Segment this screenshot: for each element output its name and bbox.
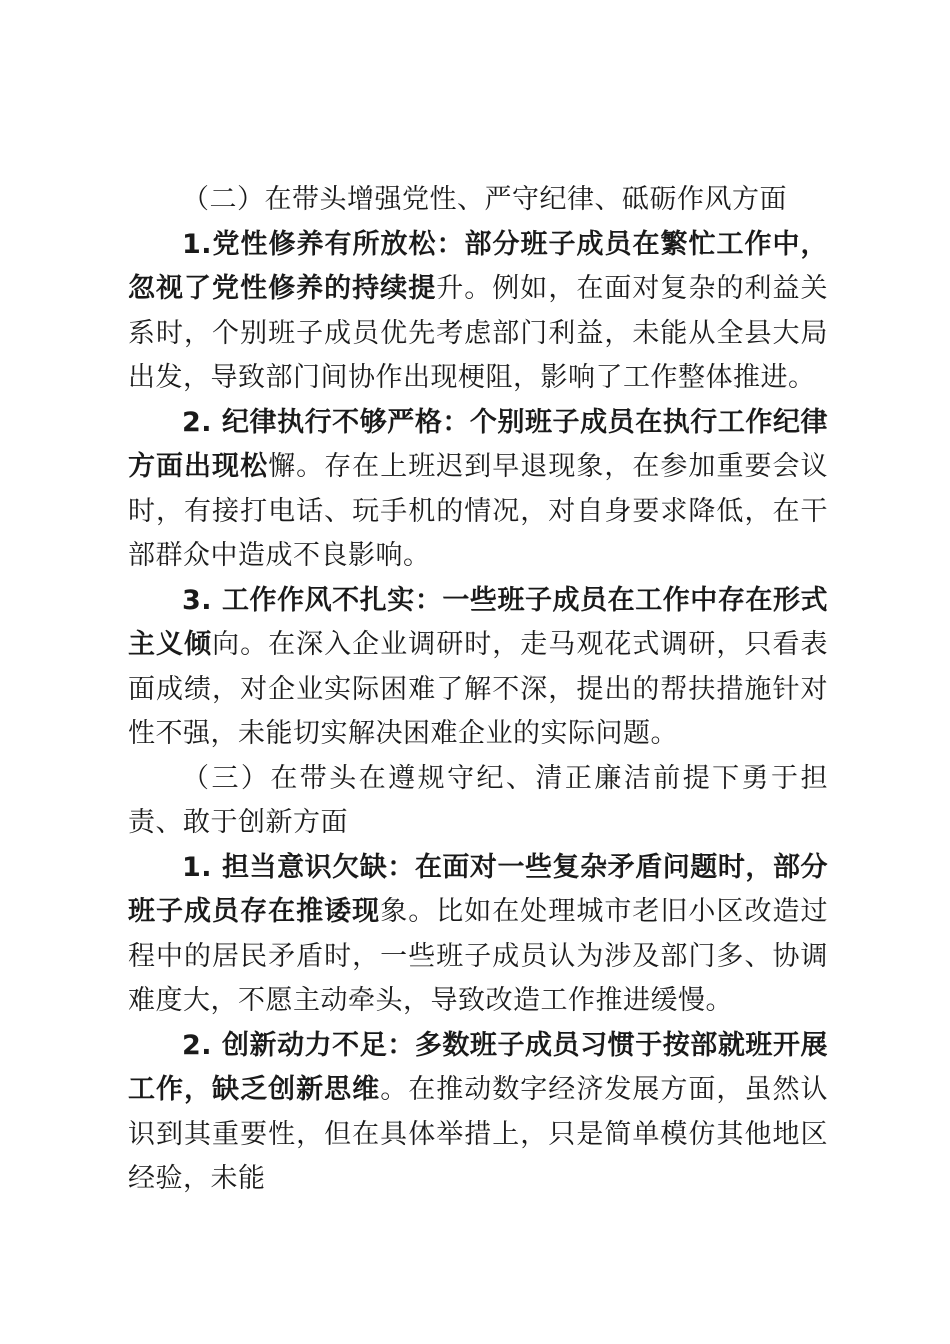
item-lead: 3. 工作作风不扎实：一些班子成员在工作中存在形式主义倾 xyxy=(128,584,828,660)
item-body: 升。例如，在面对复杂的利益关系时，个别班子成员优先考虑部门利益，未能从全县大局出发，导致部门间协作出现梗阻，影响了工作整体推进。 xyxy=(128,273,829,393)
paragraph-item xyxy=(128,223,828,401)
paragraph-item xyxy=(128,846,828,1024)
item-lead: 2. 纪律执行不够严格：个别班子成员在执行工作纪律方面出现松 xyxy=(128,406,828,482)
paragraph-item xyxy=(128,1024,828,1202)
item-body: 象。比如在处理城市老旧小区改造过程中的居民矛盾时，一些班子成员认为涉及部门多、协调难度大，不愿主动牵头，导致改造工作推进缓慢。 xyxy=(128,896,828,1016)
item-lead: 1. 担当意识欠缺：在面对一些复杂矛盾问题时，部分班子成员存在推诿现 xyxy=(128,851,828,927)
item-body: 。在推动数字经济发展方面，虽然认识到其重要性，但在具体举措上，只是简单模仿其他地区经验，未能 xyxy=(128,1074,828,1194)
section-heading-2: （二）在带头增强党性、严守纪律、砥砺作风方面 xyxy=(182,184,787,215)
item-body: 向。在深入企业调研时，走马观花式调研，只看表面成绩，对企业实际困难了解不深，提出的帮扶措施针对性不强，未能切实解决困难企业的实际问题。 xyxy=(128,629,828,749)
section-heading-3: （三）在带头在遵规守纪、清正廉洁前提下勇于担责、敢于创新方面 xyxy=(128,762,828,838)
item-lead: 2. 创新动力不足：多数班子成员习惯于按部就班开展工作，缺乏创新思维 xyxy=(128,1029,828,1105)
paragraph-item xyxy=(128,579,828,757)
item-lead: 1.党性修养有所放松：部分班子成员在繁忙工作中，忽视了党性修养的持续提 xyxy=(128,228,828,304)
paragraph-item xyxy=(128,401,828,579)
document-page xyxy=(128,178,828,1202)
item-body: 懈。存在上班迟到早退现象，在参加重要会议时，有接打电话、玩手机的情况，对自身要求降低，在干部群众中造成不良影响。 xyxy=(128,451,829,571)
